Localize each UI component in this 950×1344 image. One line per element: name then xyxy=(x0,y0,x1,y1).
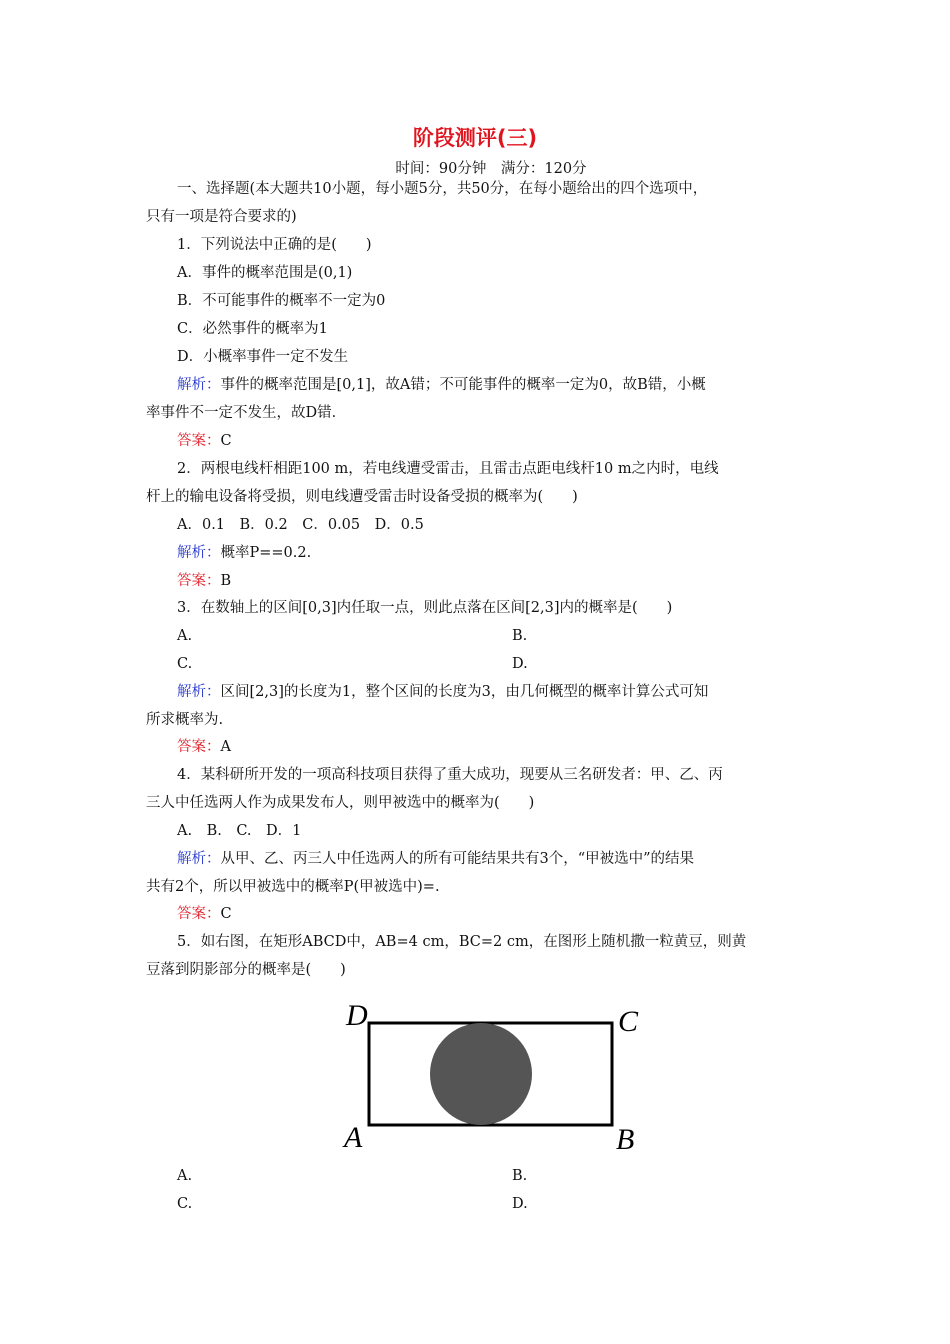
section-heading-line2: 只有一项是符合要求的) xyxy=(146,209,297,225)
answer-label: 答案： xyxy=(177,906,221,922)
q4-options: A. B. C. D．1 xyxy=(177,823,302,839)
analysis-label: 解析： xyxy=(177,545,221,561)
q1-stem: 1．下列说法中正确的是( ) xyxy=(177,237,372,253)
answer-label: 答案： xyxy=(177,433,221,449)
q5-stem-line2: 豆落到阴影部分的概率是( ) xyxy=(146,962,346,978)
q1-analysis-text: 事件的概率范围是[0,1]，故A错；不可能事件的概率一定为0，故B错，小概 xyxy=(220,377,706,393)
q2-stem-line1: 2．两根电线杆相距100 m，若电线遭受雷击，且雷击点距电线杆10 m之内时，电线 xyxy=(177,461,719,477)
q5-option-c: C. xyxy=(177,1196,193,1212)
q2-answer-value: B xyxy=(220,573,232,589)
vertex-label-d: D xyxy=(346,999,368,1032)
q4-answer-value: C xyxy=(220,906,232,922)
q2-analysis xyxy=(177,543,311,563)
shaded-circle xyxy=(430,1023,532,1125)
q1-analysis-line2: 率事件不一定不发生，故D错． xyxy=(146,405,347,421)
q2-analysis-text: 概率P==0.2. xyxy=(220,545,312,561)
section-heading-line1: 一、选择题(本大题共10小题，每小题5分，共50分，在每小题给出的四个选项中， xyxy=(177,181,708,197)
answer-label: 答案： xyxy=(177,739,221,755)
q4-analysis-line1 xyxy=(177,849,694,869)
analysis-label: 解析： xyxy=(177,851,221,867)
q3-option-d: D. xyxy=(512,656,528,672)
analysis-label: 解析： xyxy=(177,377,221,393)
q3-answer-value: A xyxy=(220,739,231,755)
q1-option-d: D．小概率事件一定不发生 xyxy=(177,349,349,365)
q4-stem-line2: 三人中任选两人作为成果发布人，则甲被选中的概率为( ) xyxy=(146,795,535,811)
q4-stem-line1: 4．某科研所开发的一项高科技项目获得了重大成功，现要从三名研发者：甲、乙、丙 xyxy=(177,767,723,783)
answer-label: 答案： xyxy=(177,573,221,589)
q2-options: A．0.1 B．0.2 C．0.05 D．0.5 xyxy=(177,517,424,533)
q1-option-c: C．必然事件的概率为1 xyxy=(177,321,328,337)
page-title: 阶段测评(三) xyxy=(412,126,538,150)
q3-option-c: C. xyxy=(177,656,193,672)
vertex-label-a: A xyxy=(344,1121,363,1154)
q3-stem: 3．在数轴上的区间[0,3]内任取一点，则此点落在区间[2,3]内的概率是( ) xyxy=(177,600,673,616)
q1-analysis-line1 xyxy=(177,375,706,395)
q2-stem-line2: 杆上的输电设备将受损，则电线遭受雷击时设备受损的概率为( ) xyxy=(146,489,578,505)
vertex-label-c: C xyxy=(618,1005,639,1038)
q1-option-b: B．不可能事件的概率不一定为0 xyxy=(177,293,386,309)
q5-option-b: B. xyxy=(512,1168,528,1184)
q1-answer-value: C xyxy=(220,433,232,449)
q5-option-a: A. xyxy=(177,1168,193,1184)
q5-option-d: D. xyxy=(512,1196,528,1212)
rectangle-circle-figure xyxy=(340,995,650,1160)
q3-analysis-line2: 所求概率为. xyxy=(146,712,224,728)
analysis-label: 解析： xyxy=(177,684,221,700)
q3-analysis-line1 xyxy=(177,682,708,702)
q4-analysis-text: 从甲、乙、丙三人中任选两人的所有可能结果共有3个，“甲被选中”的结果 xyxy=(220,851,695,867)
exam-meta: 时间：90分钟 满分：120分 xyxy=(395,161,587,177)
q5-stem-line1: 5．如右图，在矩形ABCD中，AB=4 cm，BC=2 cm，在图形上随机撒一粒黄豆，则黄 xyxy=(177,934,747,950)
q1-answer xyxy=(177,431,232,451)
q4-analysis-line2: 共有2个，所以甲被选中的概率P(甲被选中)=. xyxy=(146,879,440,895)
q2-answer xyxy=(177,571,231,591)
q3-answer xyxy=(177,737,231,757)
q4-answer xyxy=(177,904,232,924)
q1-option-a: A．事件的概率范围是(0,1) xyxy=(177,265,353,281)
q3-option-a: A. xyxy=(177,628,193,644)
vertex-label-b: B xyxy=(616,1123,635,1156)
q3-analysis-text: 区间[2,3]的长度为1，整个区间的长度为3，由几何概型的概率计算公式可知 xyxy=(220,684,709,700)
q3-option-b: B. xyxy=(512,628,528,644)
